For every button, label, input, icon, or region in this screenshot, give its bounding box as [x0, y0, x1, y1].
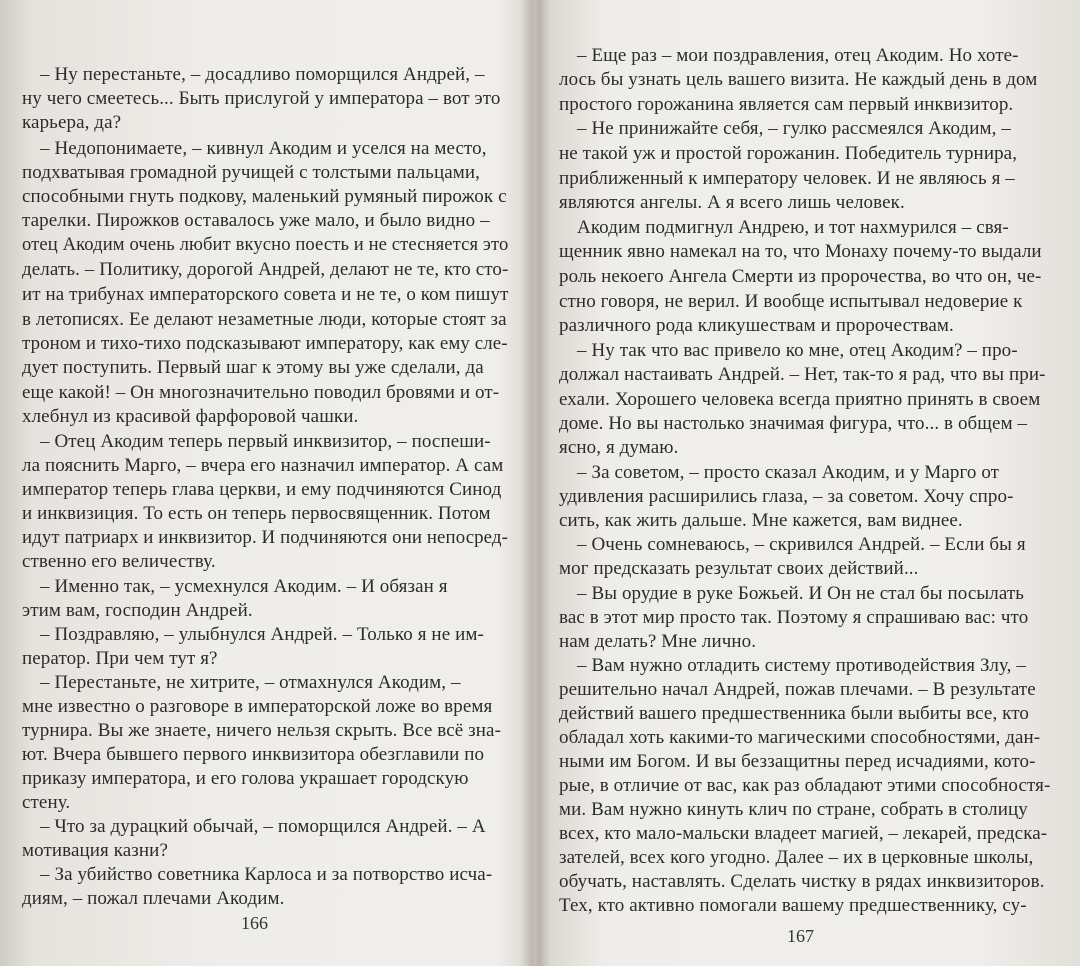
text-line: ехали. Хорошего человека всегда приятно принять в своем: [559, 389, 1041, 410]
text-line: простого горожанина является сам первый инквизитор.: [559, 94, 1014, 115]
text-line: мог предсказать результат своих действий...: [559, 558, 919, 579]
text-line: удивления расширились глаза, – за советом. Хочу спро-: [559, 486, 1014, 507]
text-line: – Ну перестаньте, – досадливо поморщился Андрей, –: [40, 64, 485, 85]
text-line: – Именно так, – усмехнулся Акодим. – И обязан я: [40, 576, 448, 597]
text-line: приближенный к императору человек. И не являюсь я –: [559, 168, 1015, 189]
text-line: этим вам, господин Андрей.: [22, 600, 253, 621]
text-line: роль некоего Ангела Смерти из пророчества, во что он, че-: [559, 266, 1042, 287]
text-line: рые, в отличие от вас, как раз обладают этими способностя-: [559, 775, 1051, 796]
text-line: ит на трибунах императорского совета и не те, о ком пишут: [22, 284, 509, 305]
text-line: зателей, всех кого угодно. Далее – их в церковные школы,: [559, 847, 1034, 868]
text-line: троном и тихо-тихо подсказывают императору, как ему сле-: [22, 333, 508, 354]
text-line: щенник явно намекал на то, что Монаху почему-то выдали: [559, 241, 1042, 262]
text-line: – За убийство советника Карлоса и за потворство исча-: [40, 864, 493, 885]
text-line: мотивация казни?: [22, 840, 168, 861]
page-number: 166: [241, 913, 268, 933]
right-page: [545, 0, 1080, 966]
text-line: – Еще раз – мои поздравления, отец Акодим. Но хоте-: [577, 45, 1019, 66]
text-line: ственно его величеству.: [22, 551, 216, 572]
text-line: дует поступить. Первый шаг к этому вы уже сделали, да: [22, 357, 484, 378]
text-line: делать. – Политику, дорогой Андрей, делают не те, кто сто-: [22, 259, 509, 280]
text-line: ну чего смеетесь... Быть прислугой у императора – вот это: [22, 88, 501, 109]
text-line: диям, – пожал плечами Акодим.: [22, 888, 285, 909]
text-line: тарелки. Пирожков оставалось уже мало, и было видно –: [22, 210, 490, 231]
text-line: не такой уж и простой горожанин. Победитель турнира,: [559, 143, 1018, 164]
text-line: являются ангелы. А я всего лишь человек.: [559, 192, 905, 213]
text-line: подхватывая громадной ручищей с толстыми пальцами,: [22, 162, 480, 183]
text-line: Тех, кто активно помогали вашему предшественнику, су-: [559, 895, 1027, 916]
text-line: отец Акодим очень любит вкусно поесть и не стесняется это: [22, 234, 509, 255]
text-line: ла пояснить Марго, – вчера его назначил император. А сам: [22, 455, 504, 476]
text-line: – Вам нужно отладить систему противодействия Злу, –: [577, 655, 1026, 676]
left-page: [0, 0, 530, 966]
text-line: – Что за дурацкий обычай, – поморщился Андрей. – А: [40, 816, 486, 837]
page-number: 167: [787, 926, 814, 946]
text-line: – Ну так что вас привело ко мне, отец Акодим? – про-: [577, 340, 1018, 361]
text-line: – Недопонимаете, – кивнул Акодим и уселся на место,: [40, 138, 487, 159]
text-line: приказу императора, и его голова украшает городскую: [22, 768, 469, 789]
text-line: и инквизиция. То есть он теперь первосвященник. Потом: [22, 503, 491, 524]
text-line: император теперь глава церкви, и ему подчиняются Синод: [22, 479, 502, 500]
text-line: – Поздравляю, – улыбнулся Андрей. – Только я не им-: [40, 624, 484, 645]
text-line: ют. Вчера бывшего первого инквизитора обезглавили по: [22, 744, 485, 765]
text-line: – Отец Акодим теперь первый инквизитор, – поспеши-: [40, 431, 491, 452]
text-line: – Очень сомневаюсь, – скривился Андрей. – Если бы я: [577, 534, 1026, 555]
text-line: мне известно о разговоре в императорской ложе во время: [22, 696, 493, 717]
text-line: ми. Вам нужно кинуть клич по стране, собрать в столицу: [559, 799, 1028, 820]
text-line: нам делать? Мне лично.: [559, 631, 757, 652]
text-line: еще какой! – Он многозначительно поводил бровями и от-: [22, 382, 500, 403]
text-line: вас в этот мир просто так. Поэтому я спрашиваю вас: что: [559, 607, 1029, 628]
text-line: хлебнул из красивой фарфоровой чашки.: [22, 406, 359, 427]
text-line: решительно начал Андрей, пожав плечами. – В результате: [559, 679, 1036, 700]
text-line: – Перестаньте, не хитрите, – отмахнулся Акодим, –: [40, 672, 461, 693]
text-line: стену.: [22, 792, 71, 813]
text-line: Акодим подмигнул Андрею, и тот нахмурился – свя-: [577, 217, 1009, 238]
text-line: обучать, наставлять. Сделать чистку в рядах инквизиторов.: [559, 871, 1045, 892]
text-line: лось бы узнать цель вашего визита. Не каждый день в дом: [559, 69, 1038, 90]
text-line: сить, как жить дальше. Мне кажется, вам виднее.: [559, 510, 963, 531]
text-line: ясно, я думаю.: [559, 437, 679, 458]
text-line: ными им Богом. И вы беззащитны перед исчадиями, кото-: [559, 751, 1036, 772]
text-line: турнира. Вы же знаете, ничего нельзя скрыть. Все всё зна-: [22, 720, 502, 741]
text-line: способными гнуть подкову, маленький румяный пирожок с: [22, 186, 507, 207]
text-line: – За советом, – просто сказал Акодим, и у Марго от: [577, 462, 1000, 483]
text-line: карьера, да?: [22, 112, 122, 133]
text-line: в летописях. Ее делают незаметные люди, которые стоят за: [22, 309, 507, 330]
text-line: различного рода кликушествам и пророчествам.: [559, 315, 954, 336]
text-line: ператор. При чем тут я?: [22, 648, 218, 669]
text-line: – Не принижайте себя, – гулко рассмеялся Акодим, –: [577, 118, 1011, 139]
text-line: всех, кто мало-мальски владеет магией, – лекарей, предска-: [559, 823, 1048, 844]
text-line: должал настаивать Андрей. – Нет, так-то я рад, что вы при-: [559, 364, 1046, 385]
text-line: стно говоря, не верил. И вообще испытывал недоверие к: [559, 291, 1023, 312]
text-line: доме. Но вы настолько значимая фигура, что... в общем –: [559, 413, 1028, 434]
text-line: – Вы орудие в руке Божьей. И Он не стал бы посылать: [577, 583, 1025, 604]
text-line: обладал хоть какими-то магическими способностями, дан-: [559, 727, 1041, 748]
text-line: действий вашего предшественника были выбиты все, кто: [559, 703, 1029, 724]
text-line: идут патриарх и инквизитор. И подчиняются они непосред-: [22, 527, 508, 548]
